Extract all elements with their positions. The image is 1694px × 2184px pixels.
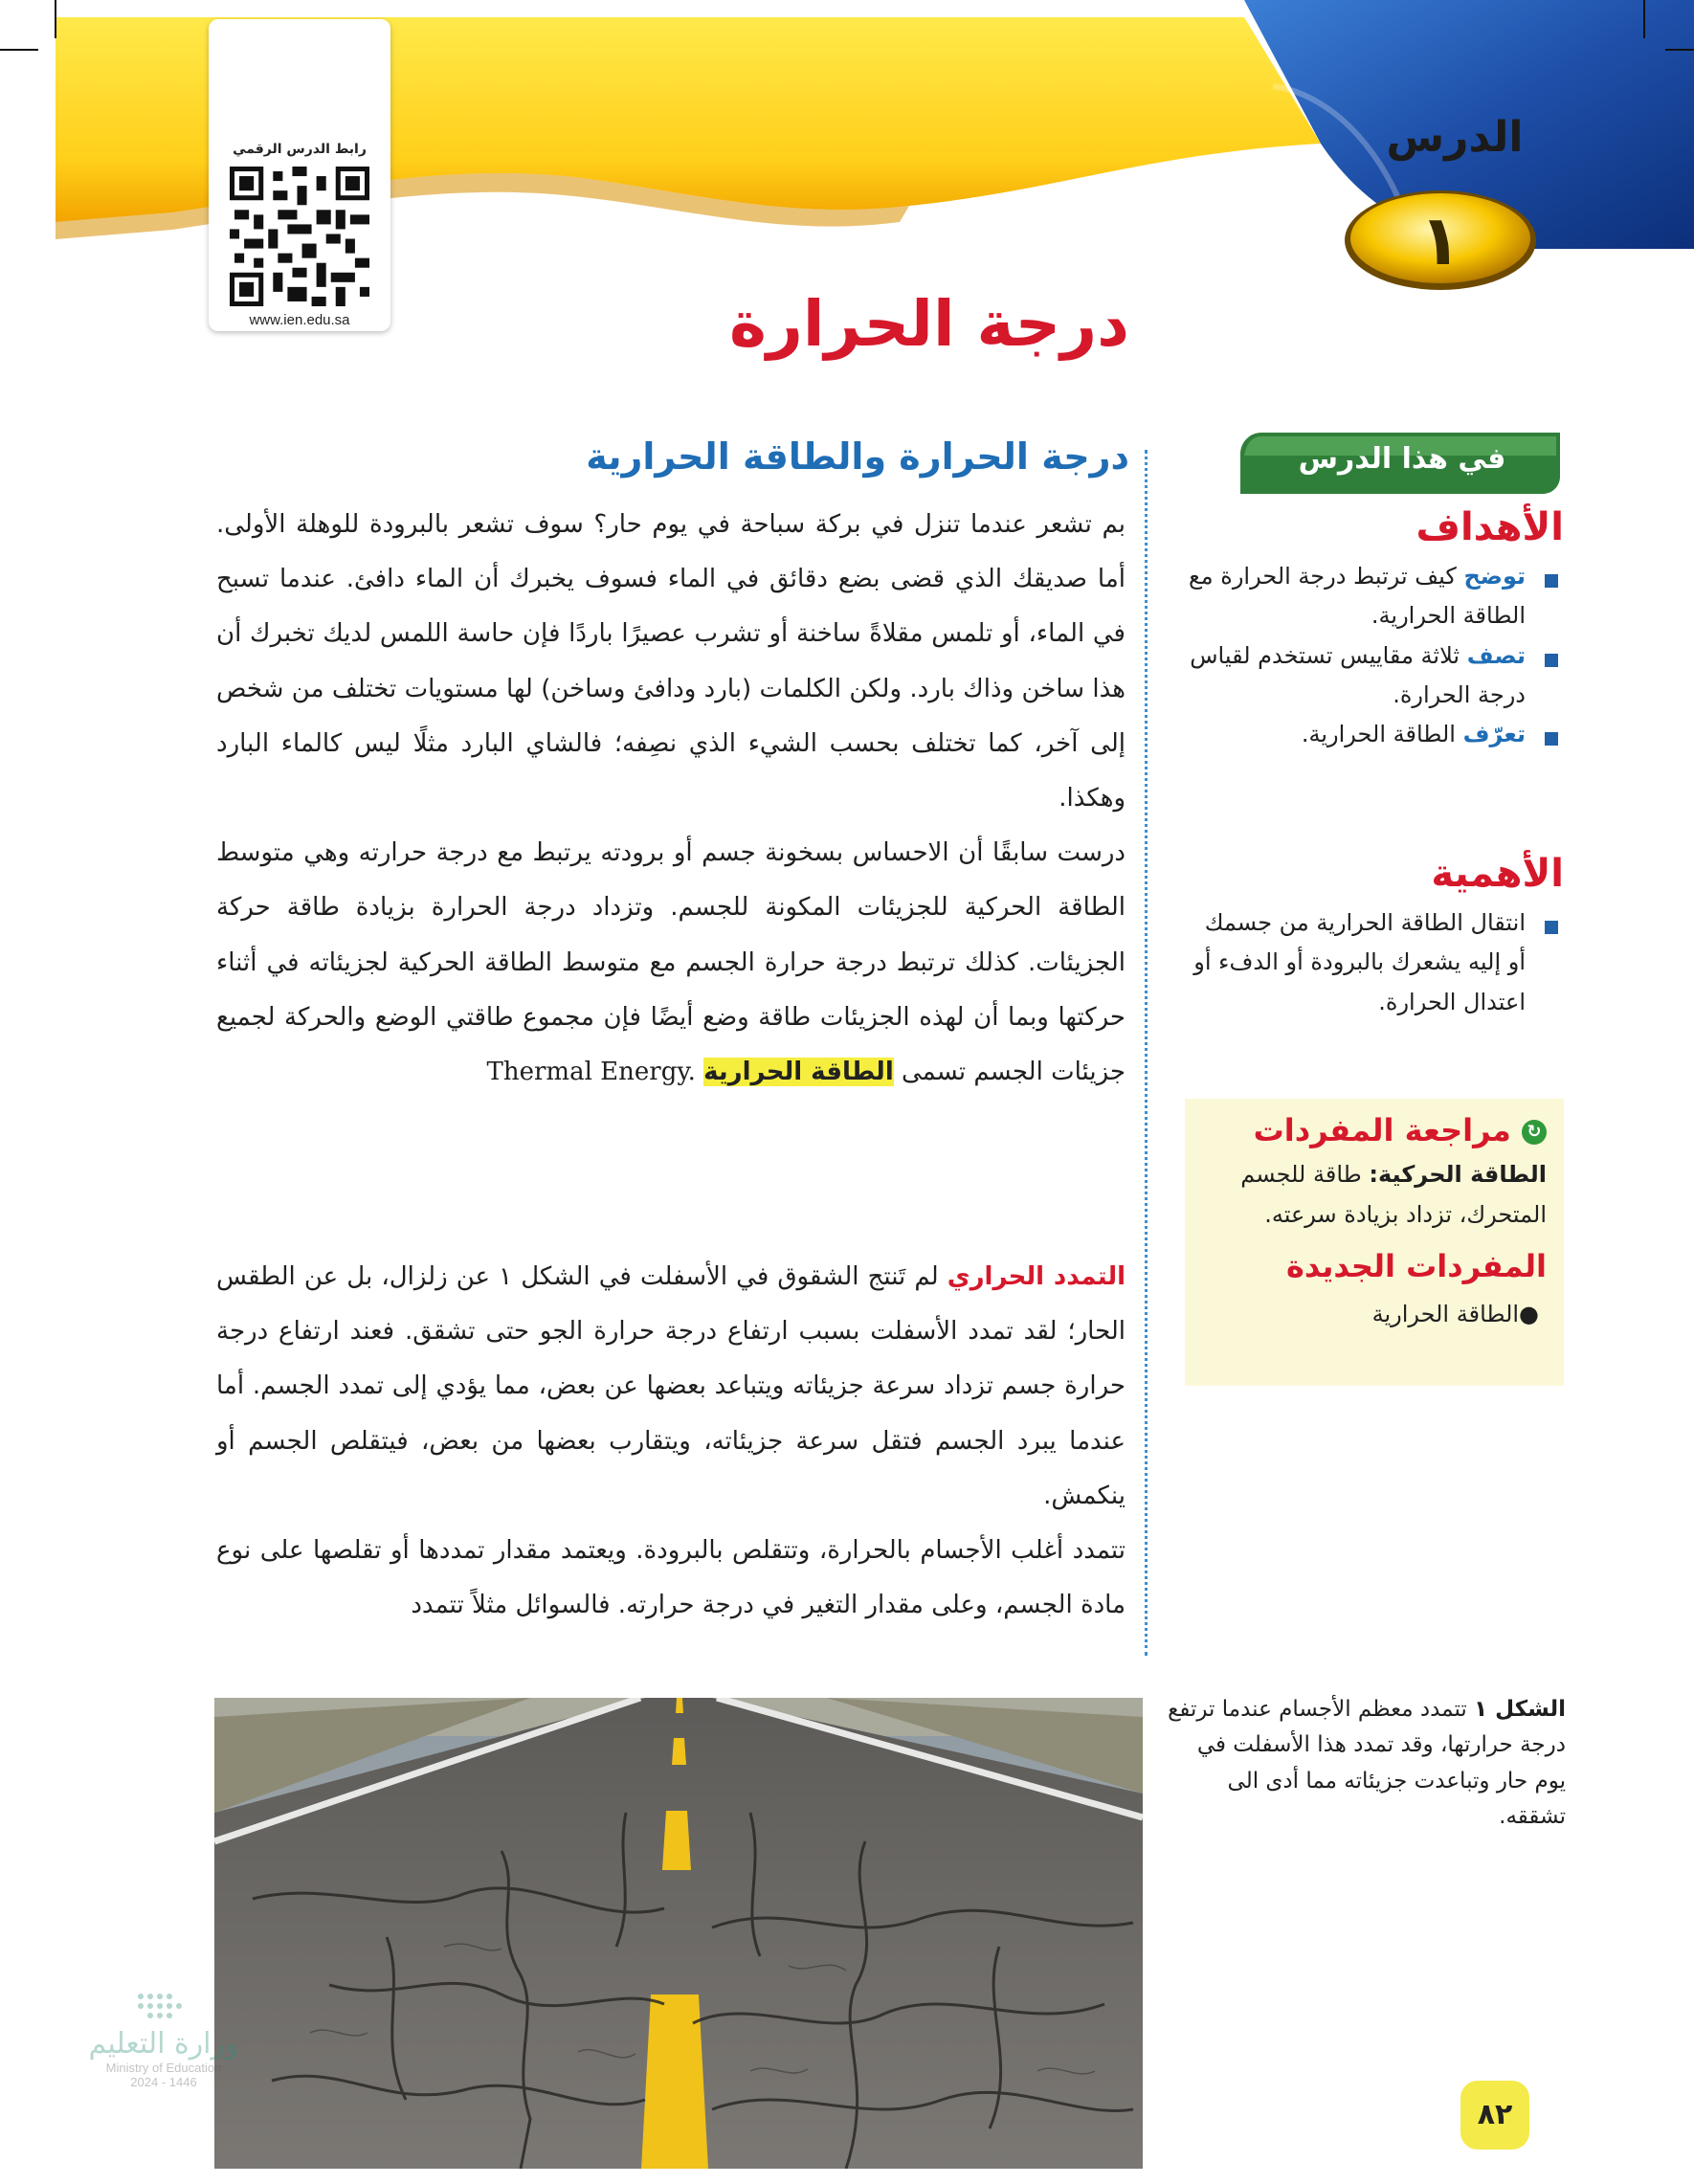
thermal-expansion-heading: التمدد الحراري bbox=[947, 1262, 1126, 1291]
goal-item: توضح كيف ترتبط درجة الحرارة مع الطاقة الحرارية. bbox=[1185, 557, 1564, 636]
section-heading: درجة الحرارة والطاقة الحرارية bbox=[586, 435, 1129, 478]
bullet-square-icon bbox=[1545, 654, 1558, 667]
ministry-logo-icon bbox=[135, 1991, 192, 2023]
main-text-block-2 bbox=[216, 1250, 1126, 1633]
figure-label: الشكل ١ bbox=[1474, 1697, 1566, 1722]
paragraph-thermal-energy: درست سابقًا أن الاحساس بسخونة جسم أو برودته يرتبط مع درجة حرارته وهي متوسط الطاقة الحركية للجزيئات المكونة للجسم. وتزداد درجة الحرارة بزيادة طاقة حركة الجزيئات. كذلك ترتبط درجة حرارة الجسم مع متوسط الطاقة الحركية لجزيئاته في أثناء حركتها وبما أن لهذه الجزيئات طاقة وضع أيضًا فإن مجموع طاقتي الوضع والحركة لجميع جزيئات الجسم تسمى الطاقة الحرارية Thermal Energy. bbox=[216, 838, 1126, 1086]
qr-url[interactable]: www.ien.edu.sa bbox=[249, 312, 350, 328]
bullet-square-icon bbox=[1545, 574, 1558, 588]
bullet-square-icon bbox=[1545, 732, 1558, 746]
new-vocab-item: ●الطاقة الحرارية bbox=[1371, 1301, 1539, 1327]
figure-caption: الشكل ١ تتمدد معظم الأجسام عندما ترتفع درجة حرارتها، وقد تمدد هذا الأسفلت في يوم حار وتباعدت جزيئاته مما أدى الى تشققه. bbox=[1168, 1697, 1566, 1829]
goal-item: تصف ثلاثة مقاييس تستخدم لقياس درجة الحرارة. bbox=[1185, 636, 1564, 716]
qr-code-icon[interactable] bbox=[230, 167, 369, 306]
qr-label: رابط الدرس الرقمي bbox=[233, 142, 367, 157]
page-title: درجة الحرارة bbox=[728, 287, 1129, 361]
importance-section bbox=[1185, 852, 1564, 1022]
importance-item: انتقال الطاقة الحرارية من جسمك أو إليه يشعرك بالبرودة أو الدفء أو اعتدال الحرارة. bbox=[1185, 903, 1564, 1022]
importance-heading: الأهمية bbox=[1431, 852, 1564, 896]
digital-lesson-card[interactable] bbox=[209, 19, 390, 331]
highlighted-term: الطاقة الحرارية bbox=[703, 1057, 894, 1086]
main-text-block-1 bbox=[216, 498, 1126, 1100]
lesson-label: الدرس bbox=[1386, 113, 1524, 162]
paragraph-thermal-expansion: التمدد الحراري لم تَنتج الشقوق في الأسفلت في الشكل ١ عن زلزال، بل عن الطقس الحار؛ لقد تمدد الأسفلت بسبب ارتفاع درجة حرارة الجو حتى تشقق. فعند ارتفاع درجة حرارة جسم تزداد سرعة جزيئاته ويتباعد بعضها عن بعض، مما يؤدي إلى تمدد الجسم. أما عندما يبرد الجسم فتقل سرعة جزيئاته، ويتقارب بعضها من بعض، فيتقلص الجسم أو ينكمش. bbox=[216, 1262, 1126, 1510]
vocabulary-box bbox=[1185, 1099, 1564, 1386]
page-number: ٨٢ bbox=[1460, 2081, 1529, 2150]
bullet-square-icon bbox=[1545, 921, 1558, 934]
paragraph-expansion-contraction: تتمدد أغلب الأجسام بالحرارة، وتتقلص بالبرودة. ويعتمد مقدار تمددها أو تقلصها على نوع مادة الجسم، وعلى مقدار التغير في درجة حرارته. فالسوائل مثلاً تتمدد bbox=[216, 1535, 1126, 1620]
vocab-review-definition: الطاقة الحركية: طاقة للجسم المتحرك، تزداد بزيادة سرعته. bbox=[1240, 1161, 1547, 1228]
lesson-number: ١ bbox=[1419, 200, 1461, 280]
paragraph-intro: بم تشعر عندما تنزل في بركة سباحة في يوم حار؟ سوف تشعر بالبرودة للوهلة الأولى. أما صديقك الذي قضى بضع دقائق في الماء فسوف يخبرك أن الماء دافئ. عندما تسبح في الماء، أو تلمس مقلاةً ساخنة أو تشرب عصيرًا باردًا فإن حاسة اللمس لديك تخبرك أن هذا ساخن وذاك بارد. ولكن الكلمات (بارد ودافئ وساخن) لها مستويات تختلف من شخص إلى آخر، كما تختلف بحسب الشيء الذي نصِفه؛ فالشاي البارد مثلًا ليس كالماء البارد وهكذا. bbox=[216, 510, 1126, 813]
ministry-watermark: وزارة التعليم Ministry of Education 2024 - 1446 bbox=[82, 1991, 245, 2115]
new-vocab-heading: المفردات الجديدة bbox=[1286, 1248, 1547, 1284]
in-this-lesson-label: في هذا الدرس bbox=[1298, 442, 1506, 476]
goals-list bbox=[1185, 557, 1564, 754]
cracked-asphalt-road-photo bbox=[214, 1698, 1143, 2169]
importance-list bbox=[1185, 903, 1564, 1022]
review-icon: ↻ bbox=[1522, 1120, 1547, 1145]
bullet-dot-icon: ● bbox=[1519, 1301, 1539, 1327]
goals-section bbox=[1185, 505, 1564, 754]
goals-heading: الأهداف bbox=[1415, 505, 1564, 549]
goal-item: تعرّف الطاقة الحرارية. bbox=[1185, 715, 1564, 754]
column-divider bbox=[1145, 450, 1148, 1656]
vocab-review-heading: ↻ مراجعة المفردات bbox=[1200, 1112, 1547, 1148]
